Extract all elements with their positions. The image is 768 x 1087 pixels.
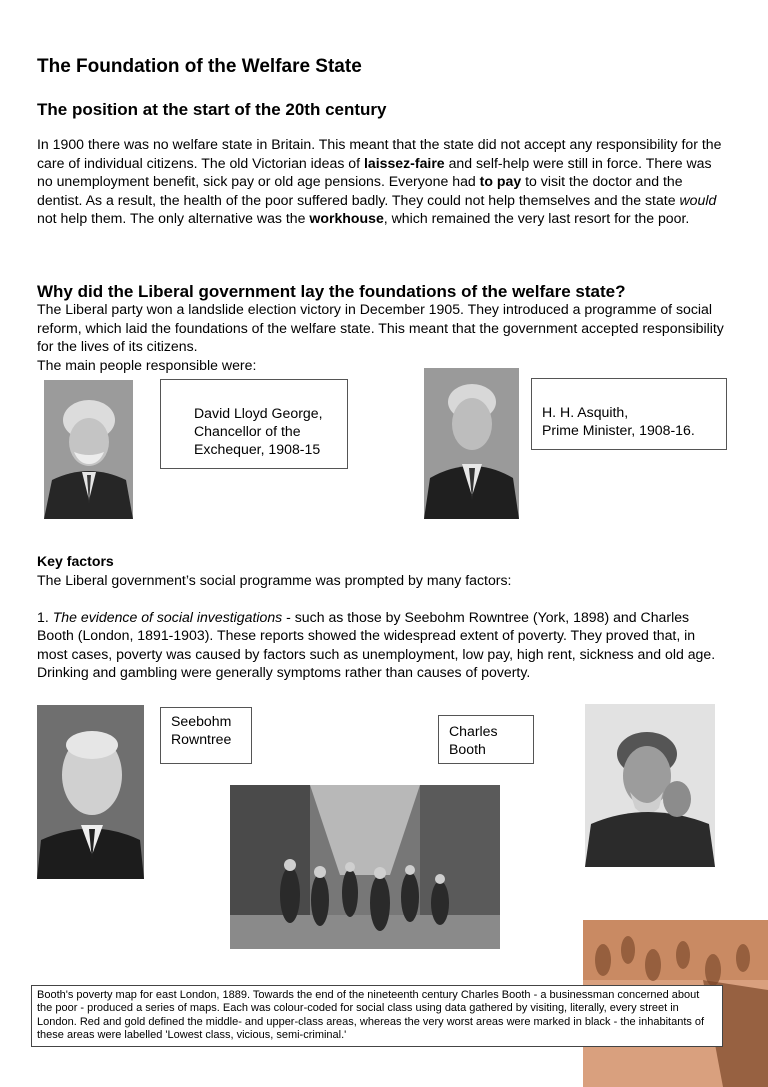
section1-heading: The position at the start of the 20th century	[37, 100, 387, 119]
lloyd-george-line: David Lloyd George,	[194, 405, 323, 421]
section1-text-segment: not help them. The only alternative was the	[37, 210, 310, 226]
rowntree-line: Rowntree	[171, 731, 232, 747]
section1-text-segment: and self-help were still in force. There was no unemployment benefit, sick pay or old age pensions. Everyone had	[37, 154, 712, 189]
booth-map-caption: Booth's poverty map for east London, 1889. Towards the end of the nineteenth century Charles Booth - a businessman concerned about the poor - produced a series of maps. Each was colour-coded for social class using data gathered by visiting, literally, every street in London. Red and gold defined the middle- and upper-class areas, whereas the very worst areas were marked in black - the inhabitants of these areas were labelled 'Lowest class, vicious, semi-criminal.'	[31, 985, 723, 1047]
key-factor-1-number: 1.	[37, 608, 49, 625]
booth-line: Booth	[449, 741, 486, 757]
rowntree-line: Seebohm	[171, 713, 232, 729]
section2-heading: Why did the Liberal government lay the foundations of the welfare state?	[37, 282, 626, 301]
key-factors-intro: The Liberal government’s social programme was prompted by many factors:	[37, 571, 512, 588]
asquith-label	[531, 378, 727, 450]
slum-street-photo	[230, 785, 500, 949]
booth-label	[438, 715, 534, 764]
booth-photo	[585, 704, 715, 867]
key-factors	[37, 552, 727, 682]
lloyd-george-label	[160, 379, 348, 469]
key-factor-1	[37, 608, 727, 682]
section1-text-segment: workhouse	[309, 210, 384, 226]
section2-paragraph: The Liberal party won a landslide election victory in December 1905. They introduced a programme of social reform, which laid the foundations of the welfare state. This meant that the government accepted responsibility for the lives of its citizens.	[37, 301, 724, 354]
section1-text-segment: In 1900 there was no welfare state in Britain. This meant that the state did not accept any responsibility for the care of individual citizens. The old Victorian ideas of	[37, 136, 722, 171]
key-factor-1-text: - such as those by Seebohm Rowntree (York, 1898) and Charles Booth (London, 1891-1903). These reports showed the widespread extent of poverty. They proved that, in most cases, poverty was caused by factors such as unemployment, low pay, high rent, sickness and old age. Drinking and gambling were generally symptoms rather than causes of poverty.	[37, 608, 716, 680]
section1-text-segment: would	[679, 191, 717, 208]
rowntree-photo	[37, 705, 144, 879]
section1-body	[37, 135, 727, 228]
section2-intro: The main people responsible were:	[37, 356, 257, 373]
asquith-line: H. H. Asquith,	[542, 404, 629, 420]
key-factor-1-title: The evidence of social investigations	[52, 608, 283, 625]
section1-text-segment: , which remained the very last resort for the poor.	[383, 210, 690, 226]
section2-body	[37, 300, 727, 374]
lloyd-george-photo	[44, 380, 133, 519]
lloyd-george-line: Exchequer, 1908-15	[194, 441, 321, 457]
page-title: The Foundation of the Welfare State	[37, 56, 362, 77]
asquith-line: Prime Minister, 1908-16.	[542, 422, 695, 438]
key-factors-heading: Key factors	[37, 553, 114, 569]
rowntree-label	[160, 707, 252, 764]
lloyd-george-line: Chancellor of the	[194, 423, 301, 439]
section1-text-segment: to visit the doctor and the dentist. As a result, the health of the poor suffered badly. They could not help themselves and the state	[37, 173, 683, 208]
section1-text-segment: to pay	[479, 173, 522, 189]
booth-line: Charles	[449, 723, 498, 739]
asquith-photo	[424, 368, 519, 519]
section1-text-segment: laissez-faire	[363, 154, 445, 171]
